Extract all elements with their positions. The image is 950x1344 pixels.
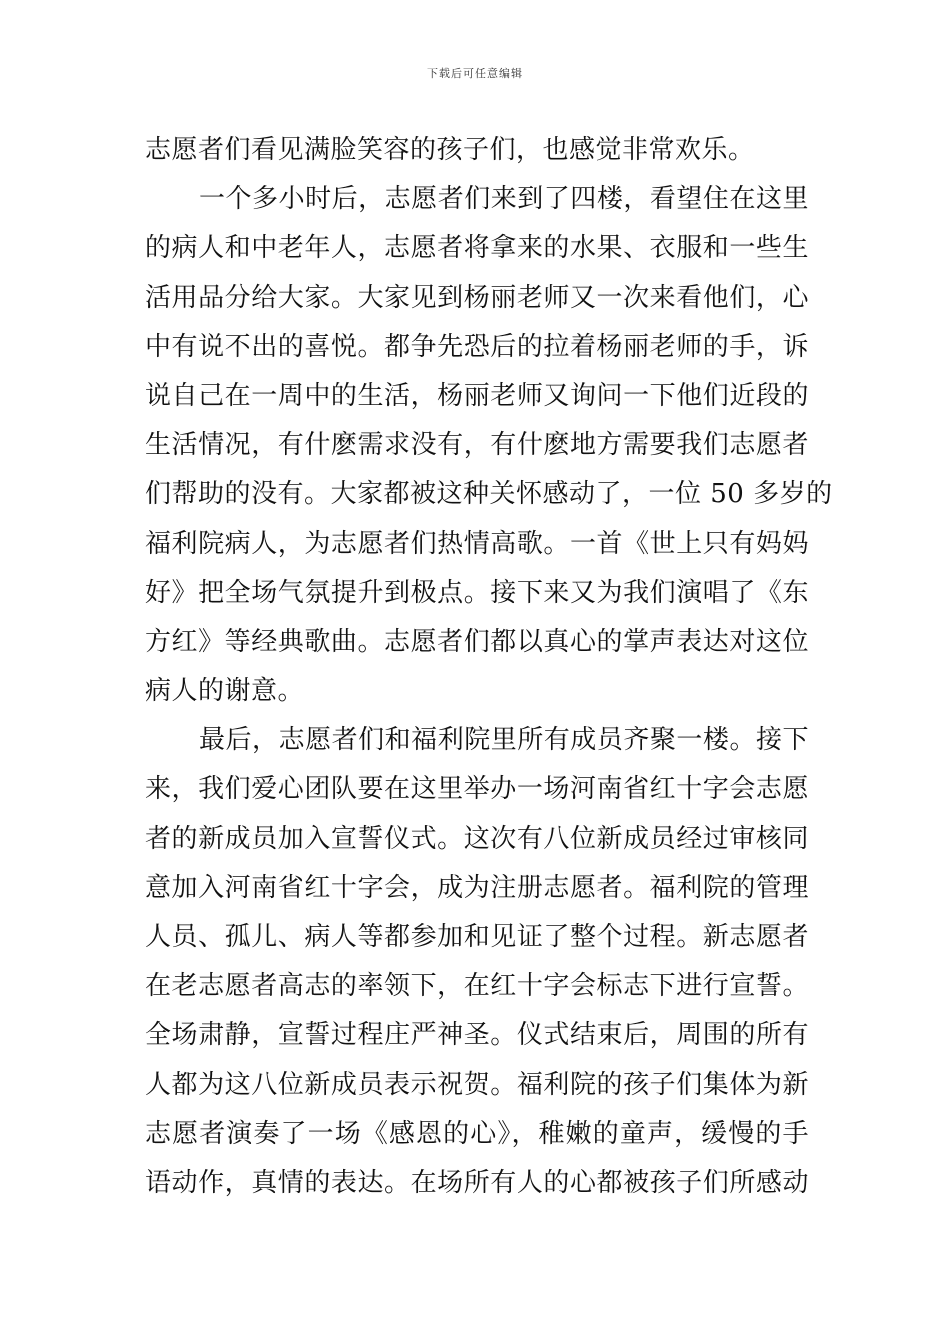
text-line: 的病人和中老年人，志愿者将拿来的水果、衣服和一些生 — [145, 233, 809, 264]
text-line: 全场肃静，宣誓过程庄严神圣。仪式结束后，周围的所有 — [145, 1020, 809, 1051]
text-line: 志愿者演奏了一场《感恩的心》，稚嫩的童声，缓慢的手 — [145, 1118, 809, 1149]
text-line: 活用品分给大家。大家见到杨丽老师又一次来看他们，心 — [145, 282, 809, 313]
body-text — [145, 126, 833, 1208]
text-line: 们帮助的没有。大家都被这种关怀感动了，一位 50 多岁的 — [145, 479, 833, 510]
text-line: 福利院病人，为志愿者们热情高歌。一首《世上只有妈妈 — [145, 528, 809, 559]
text-line: 最后，志愿者们和福利院里所有成员齐聚一楼。接下 — [199, 725, 809, 756]
text-line: 意加入河南省红十字会，成为注册志愿者。福利院的管理 — [145, 872, 809, 903]
text-line: 人都为这八位新成员表示祝贺。福利院的孩子们集体为新 — [145, 1069, 809, 1100]
text-line: 好》把全场气氛提升到极点。接下来又为我们演唱了《东 — [145, 577, 809, 608]
text-line: 语动作，真情的表达。在场所有人的心都被孩子们所感动 — [145, 1167, 809, 1198]
text-line: 生活情况，有什麽需求没有，有什麽地方需要我们志愿者 — [145, 430, 809, 461]
text-line: 说自己在一周中的生活，杨丽老师又询问一下他们近段的 — [145, 380, 809, 411]
text-line: 中有说不出的喜悦。都争先恐后的拉着杨丽老师的手，诉 — [145, 331, 809, 362]
text-line: 者的新成员加入宣誓仪式。这次有八位新成员经过审核同 — [145, 823, 809, 854]
header-note: 下载后可任意编辑 — [427, 67, 523, 80]
text-line: 来，我们爱心团队要在这里举办一场河南省红十字会志愿 — [145, 774, 809, 805]
text-line: 方红》等经典歌曲。志愿者们都以真心的掌声表达对这位 — [145, 626, 809, 657]
text-line: 病人的谢意。 — [145, 676, 305, 707]
text-line: 人员、孤儿、病人等都参加和见证了整个过程。新志愿者 — [145, 922, 809, 952]
text-line: 一个多小时后，志愿者们来到了四楼，看望住在这里 — [199, 184, 809, 215]
text-line: 在老志愿者高志的率领下，在红十字会标志下进行宣誓。 — [145, 971, 809, 1002]
text-line: 志愿者们看见满脸笑容的孩子们，也感觉非常欢乐。 — [145, 135, 755, 165]
